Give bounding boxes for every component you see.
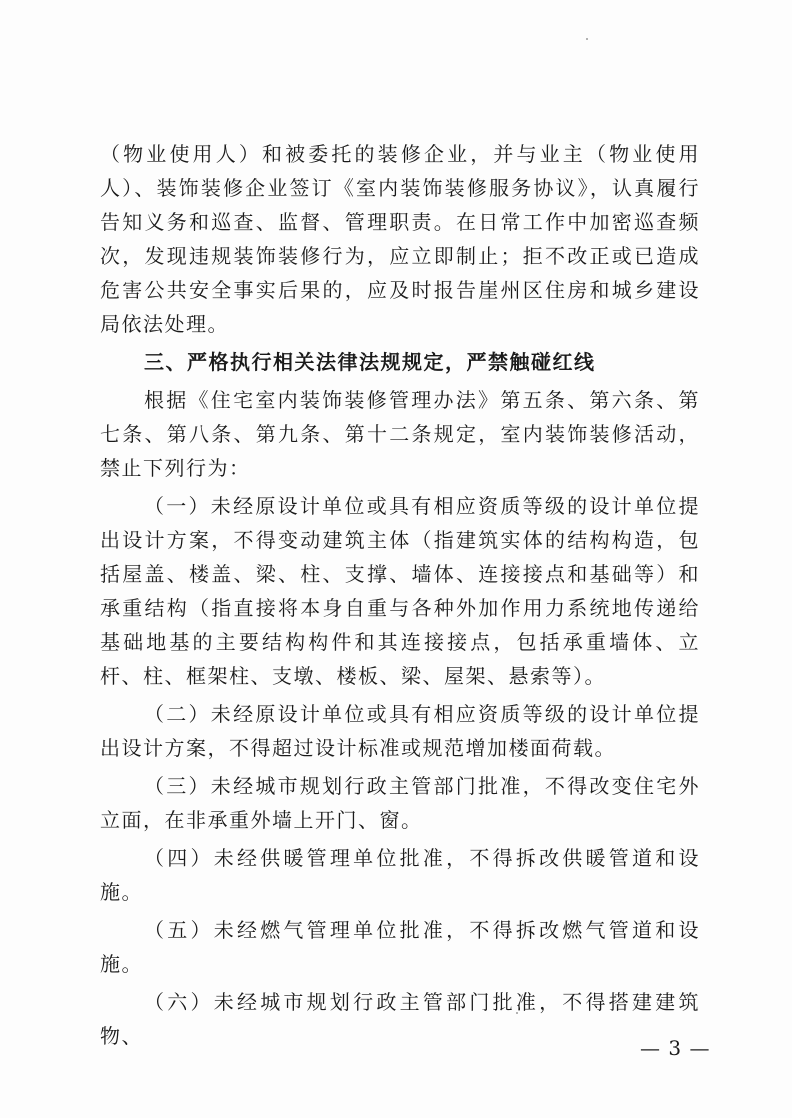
list-item-4: （四）未经供暖管理单位批准，不得拆改供暖管道和设施。 <box>100 846 700 904</box>
list-item-1: （一）未经原设计单位或具有相应资质等级的设计单位提出设计方案，不得变动建筑主体（指建筑实体的结构构造，包括屋盖、楼盖、梁、柱、支撑、墙体、连接接点和基础等）和承重结构（指直接将本身自重与各种外加作用力系统地传递给基础地基的主要结构构件和其连接接点，包括承重墙体、立杆、柱、框架柱、支墩、楼板、梁、屋架、悬索等）。 <box>100 494 700 688</box>
paragraph-continuation: （物业使用人）和被委托的装修企业，并与业主（物业使用人）、装饰装修企业签订《室内装饰装修服务协议》，认真履行告知义务和巡查、监督、管理职责。在日常工作中加密巡查频次，发现违规装饰装修行为，应立即制止；拒不改正或已造成危害公共安全事实后果的，应及时报告崖州区住房和城乡建设局依法处理。 <box>100 142 700 336</box>
page-number: — 3 — <box>640 1036 711 1060</box>
scan-speck <box>586 38 588 40</box>
list-item-2: （二）未经原设计单位或具有相应资质等级的设计单位提出设计方案，不得超过设计标准或规范增加楼面荷载。 <box>100 702 700 760</box>
list-item-3: （三）未经城市规划行政主管部门批准，不得改变住宅外立面，在非承重外墙上开门、窗。 <box>100 774 700 832</box>
section-heading: 三、严格执行相关法律法规规定，严禁触碰红线 <box>144 350 596 374</box>
list-item-5: （五）未经燃气管理单位批准，不得拆改燃气管道和设施。 <box>100 918 700 976</box>
paragraph-regulation-intro: 根据《住宅室内装饰装修管理办法》第五条、第六条、第七条、第八条、第九条、第十二条规定，室内装饰装修活动，禁止下列行为： <box>100 388 700 480</box>
body-text <box>100 137 700 1057</box>
list-item-6: （六）未经城市规划行政主管部门批准，不得搭建建筑物、 <box>100 990 700 1048</box>
